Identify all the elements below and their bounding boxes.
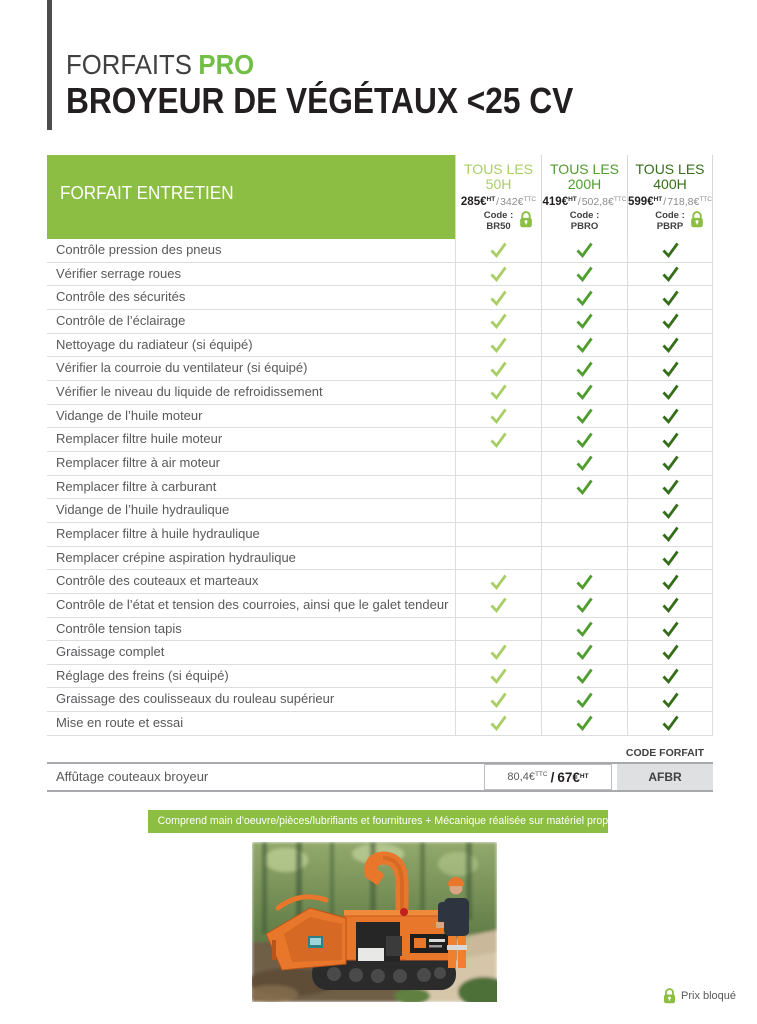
check-icon	[661, 432, 680, 448]
lock-icon	[690, 211, 704, 228]
left-accent-bar	[47, 0, 52, 130]
table-row	[47, 357, 713, 381]
check-cell	[627, 594, 713, 617]
check-cell	[455, 405, 541, 428]
code-label: Code :	[655, 210, 685, 221]
check-cell	[455, 428, 541, 451]
row-label: Remplacer filtre à carburant	[56, 478, 217, 494]
check-icon	[575, 290, 594, 306]
check-icon	[575, 313, 594, 329]
check-icon	[489, 668, 508, 684]
check-icon	[575, 361, 594, 377]
check-icon	[661, 313, 680, 329]
check-cell	[541, 476, 627, 499]
check-icon	[575, 644, 594, 660]
table-row	[47, 688, 713, 712]
check-cell	[455, 665, 541, 688]
page-kicker	[66, 50, 271, 80]
check-cell	[627, 618, 713, 641]
check-icon	[489, 408, 508, 424]
check-icon	[575, 408, 594, 424]
check-icon	[661, 597, 680, 613]
plan-code-block	[628, 210, 712, 232]
check-cell	[541, 239, 627, 262]
check-icon	[489, 574, 508, 590]
check-icon	[661, 644, 680, 660]
check-icon	[489, 361, 508, 377]
table-row	[47, 239, 713, 263]
check-icon	[489, 290, 508, 306]
plan-hours: 400H	[653, 176, 687, 192]
table-row	[47, 310, 713, 334]
check-cell	[541, 499, 627, 522]
plan-price: 285€$^{HT}$/342€$^{TTC}$	[460, 196, 537, 208]
row-label: Vidange de l’huile hydraulique	[56, 502, 230, 518]
check-cell	[541, 381, 627, 404]
table-row	[47, 405, 713, 429]
check-icon	[661, 337, 680, 353]
check-cell	[455, 523, 541, 546]
check-icon	[661, 550, 680, 566]
plan-code-block	[456, 210, 541, 232]
check-icon	[661, 692, 680, 708]
plan-column-header-50h	[455, 155, 541, 239]
row-label: Nettoyage du radiateur (si équipé)	[56, 336, 253, 352]
kicker-accent: PRO	[198, 49, 255, 80]
check-icon	[575, 692, 594, 708]
chipper-photo	[252, 842, 497, 1002]
table-row	[47, 641, 713, 665]
row-label: Vérifier le niveau du liquide de refroidissement	[56, 383, 323, 399]
kicker-normal: FORFAITS	[66, 49, 192, 80]
check-cell	[627, 712, 713, 735]
check-cell	[455, 712, 541, 735]
table-row	[47, 665, 713, 689]
table-row	[47, 594, 713, 618]
lock-icon	[663, 988, 676, 1004]
check-cell	[627, 641, 713, 664]
check-cell	[627, 381, 713, 404]
lock-icon	[519, 211, 533, 228]
table-row	[47, 499, 713, 523]
check-cell	[627, 357, 713, 380]
check-cell	[627, 665, 713, 688]
check-cell	[627, 263, 713, 286]
check-cell	[541, 641, 627, 664]
check-icon	[661, 361, 680, 377]
plan-every-label: TOUS LES	[635, 161, 705, 177]
row-label: Vérifier serrage roues	[56, 265, 181, 281]
check-cell	[455, 499, 541, 522]
plan-column-header-400h	[627, 155, 713, 239]
check-icon	[489, 313, 508, 329]
check-cell	[627, 310, 713, 333]
plan-code: PBRP	[656, 221, 684, 232]
code-forfait-header: CODE FORFAIT	[625, 747, 705, 759]
table-row	[47, 712, 713, 736]
sharpening-row	[47, 762, 713, 792]
check-cell	[455, 476, 541, 499]
table-row	[47, 547, 713, 571]
check-cell	[455, 594, 541, 617]
check-icon	[489, 337, 508, 353]
sharpening-label: Affûtage couteaux broyeur	[56, 769, 209, 784]
row-label: Contrôle des sécurités	[56, 289, 186, 305]
check-icon	[489, 242, 508, 258]
check-icon	[661, 242, 680, 258]
row-label: Réglage des freins (si équipé)	[56, 667, 229, 683]
table-row	[47, 618, 713, 642]
row-label: Contrôle des couteaux et marteaux	[56, 573, 259, 589]
check-icon	[575, 597, 594, 613]
check-cell	[541, 334, 627, 357]
check-icon	[661, 479, 680, 495]
table-row	[47, 476, 713, 500]
check-icon	[661, 621, 680, 637]
page-title: BROYEUR DE VÉGÉTAUX <25 CV	[66, 80, 574, 121]
plan-price: 599€$^{HT}$/718,8€$^{TTC}$	[628, 196, 712, 208]
row-label: Contrôle pression des pneus	[56, 242, 222, 257]
check-cell	[627, 547, 713, 570]
check-cell	[541, 523, 627, 546]
check-cell	[541, 712, 627, 735]
plan-hours: 200H	[567, 176, 602, 192]
row-label: Contrôle de l’éclairage	[56, 312, 186, 328]
check-cell	[455, 381, 541, 404]
check-icon	[575, 574, 594, 590]
check-cell	[627, 239, 713, 262]
check-icon	[575, 479, 594, 495]
check-icon	[575, 242, 594, 258]
check-cell	[627, 499, 713, 522]
check-icon	[661, 526, 680, 542]
check-cell	[541, 310, 627, 333]
check-cell	[541, 263, 627, 286]
plan-column-header-200h	[541, 155, 627, 239]
check-icon	[575, 432, 594, 448]
check-cell	[627, 334, 713, 357]
check-icon	[661, 455, 680, 471]
check-cell	[541, 452, 627, 475]
check-icon	[661, 715, 680, 731]
check-cell	[627, 688, 713, 711]
check-cell	[455, 263, 541, 286]
check-cell	[541, 428, 627, 451]
check-icon	[661, 574, 680, 590]
check-icon	[661, 503, 680, 519]
plan-code: PBRO	[570, 221, 599, 232]
check-icon	[575, 621, 594, 637]
row-label: Vérifier la courroie du ventilateur (si équipé)	[56, 360, 308, 376]
check-cell	[541, 357, 627, 380]
sharpening-price: 80,4€$^{TTC}$ / 67€$^{HT}$	[484, 764, 612, 790]
row-label: Remplacer filtre à air moteur	[56, 454, 220, 470]
check-icon	[489, 692, 508, 708]
check-icon	[489, 384, 508, 400]
check-icon	[575, 715, 594, 731]
forfait-entretien-label: FORFAIT ENTRETIEN	[60, 183, 234, 203]
check-cell	[627, 428, 713, 451]
check-cell	[541, 665, 627, 688]
row-label: Remplacer crépine aspiration hydraulique	[56, 549, 296, 565]
check-cell	[627, 452, 713, 475]
forfait-entretien-header	[47, 155, 455, 239]
check-cell	[455, 310, 541, 333]
check-cell	[541, 547, 627, 570]
row-label: Remplacer filtre huile moteur	[56, 431, 223, 447]
check-icon	[661, 266, 680, 282]
check-cell	[627, 570, 713, 593]
check-icon	[489, 266, 508, 282]
table-row	[47, 428, 713, 452]
table-row	[47, 570, 713, 594]
check-icon	[661, 290, 680, 306]
check-icon	[661, 408, 680, 424]
check-cell	[627, 523, 713, 546]
maintenance-rows	[47, 239, 713, 736]
row-label: Contrôle tension tapis	[56, 620, 182, 636]
check-cell	[627, 286, 713, 309]
code-label: Code :	[483, 210, 514, 221]
plan-code: BR50	[486, 221, 511, 232]
plan-every-label: TOUS LES	[464, 161, 533, 177]
code-label: Code :	[569, 210, 600, 221]
table-row	[47, 452, 713, 476]
check-cell	[455, 641, 541, 664]
check-cell	[541, 405, 627, 428]
row-label: Graissage complet	[56, 644, 165, 660]
check-cell	[541, 688, 627, 711]
check-icon	[661, 668, 680, 684]
table-row	[47, 381, 713, 405]
table-row	[47, 263, 713, 287]
check-icon	[489, 644, 508, 660]
check-cell	[455, 452, 541, 475]
check-icon	[661, 384, 680, 400]
check-cell	[455, 688, 541, 711]
check-icon	[575, 668, 594, 684]
plan-hours: 50H	[485, 176, 512, 192]
check-icon	[575, 455, 594, 471]
check-icon	[575, 266, 594, 282]
inclusions-banner: Comprend main d’oeuvre/pièces/lubrifiants et fournitures + Mécanique réalisée sur matériel propre.	[148, 810, 608, 833]
check-cell	[455, 286, 541, 309]
check-icon	[489, 597, 508, 613]
check-cell	[627, 405, 713, 428]
check-cell	[541, 570, 627, 593]
row-label: Mise en route et essai	[56, 715, 184, 731]
check-icon	[489, 432, 508, 448]
check-cell	[455, 239, 541, 262]
plan-every-label: TOUS LES	[550, 161, 619, 177]
table-row	[47, 286, 713, 310]
table-row	[47, 334, 713, 358]
check-cell	[455, 357, 541, 380]
check-cell	[627, 476, 713, 499]
sharpening-code: AFBR	[617, 764, 713, 790]
price-locked-label: Prix bloqué	[681, 990, 737, 1002]
price-locked-note	[663, 988, 736, 1004]
plan-price: 419€$^{HT}$/502,8€$^{TTC}$	[542, 196, 627, 208]
check-icon	[575, 384, 594, 400]
check-icon	[575, 337, 594, 353]
row-label: Contrôle de l’état et tension des courroies, ainsi que le galet tendeur	[56, 596, 449, 612]
check-cell	[541, 594, 627, 617]
check-cell	[455, 547, 541, 570]
row-label: Remplacer filtre à huile hydraulique	[56, 525, 260, 541]
row-label: Graissage des coulisseaux du rouleau supérieur	[56, 691, 335, 707]
plan-code-block	[542, 210, 627, 232]
check-cell	[541, 618, 627, 641]
check-cell	[455, 334, 541, 357]
check-cell	[455, 618, 541, 641]
check-icon	[489, 715, 508, 731]
table-row	[47, 523, 713, 547]
row-label: Vidange de l’huile moteur	[56, 407, 203, 423]
check-cell	[455, 570, 541, 593]
check-cell	[541, 286, 627, 309]
